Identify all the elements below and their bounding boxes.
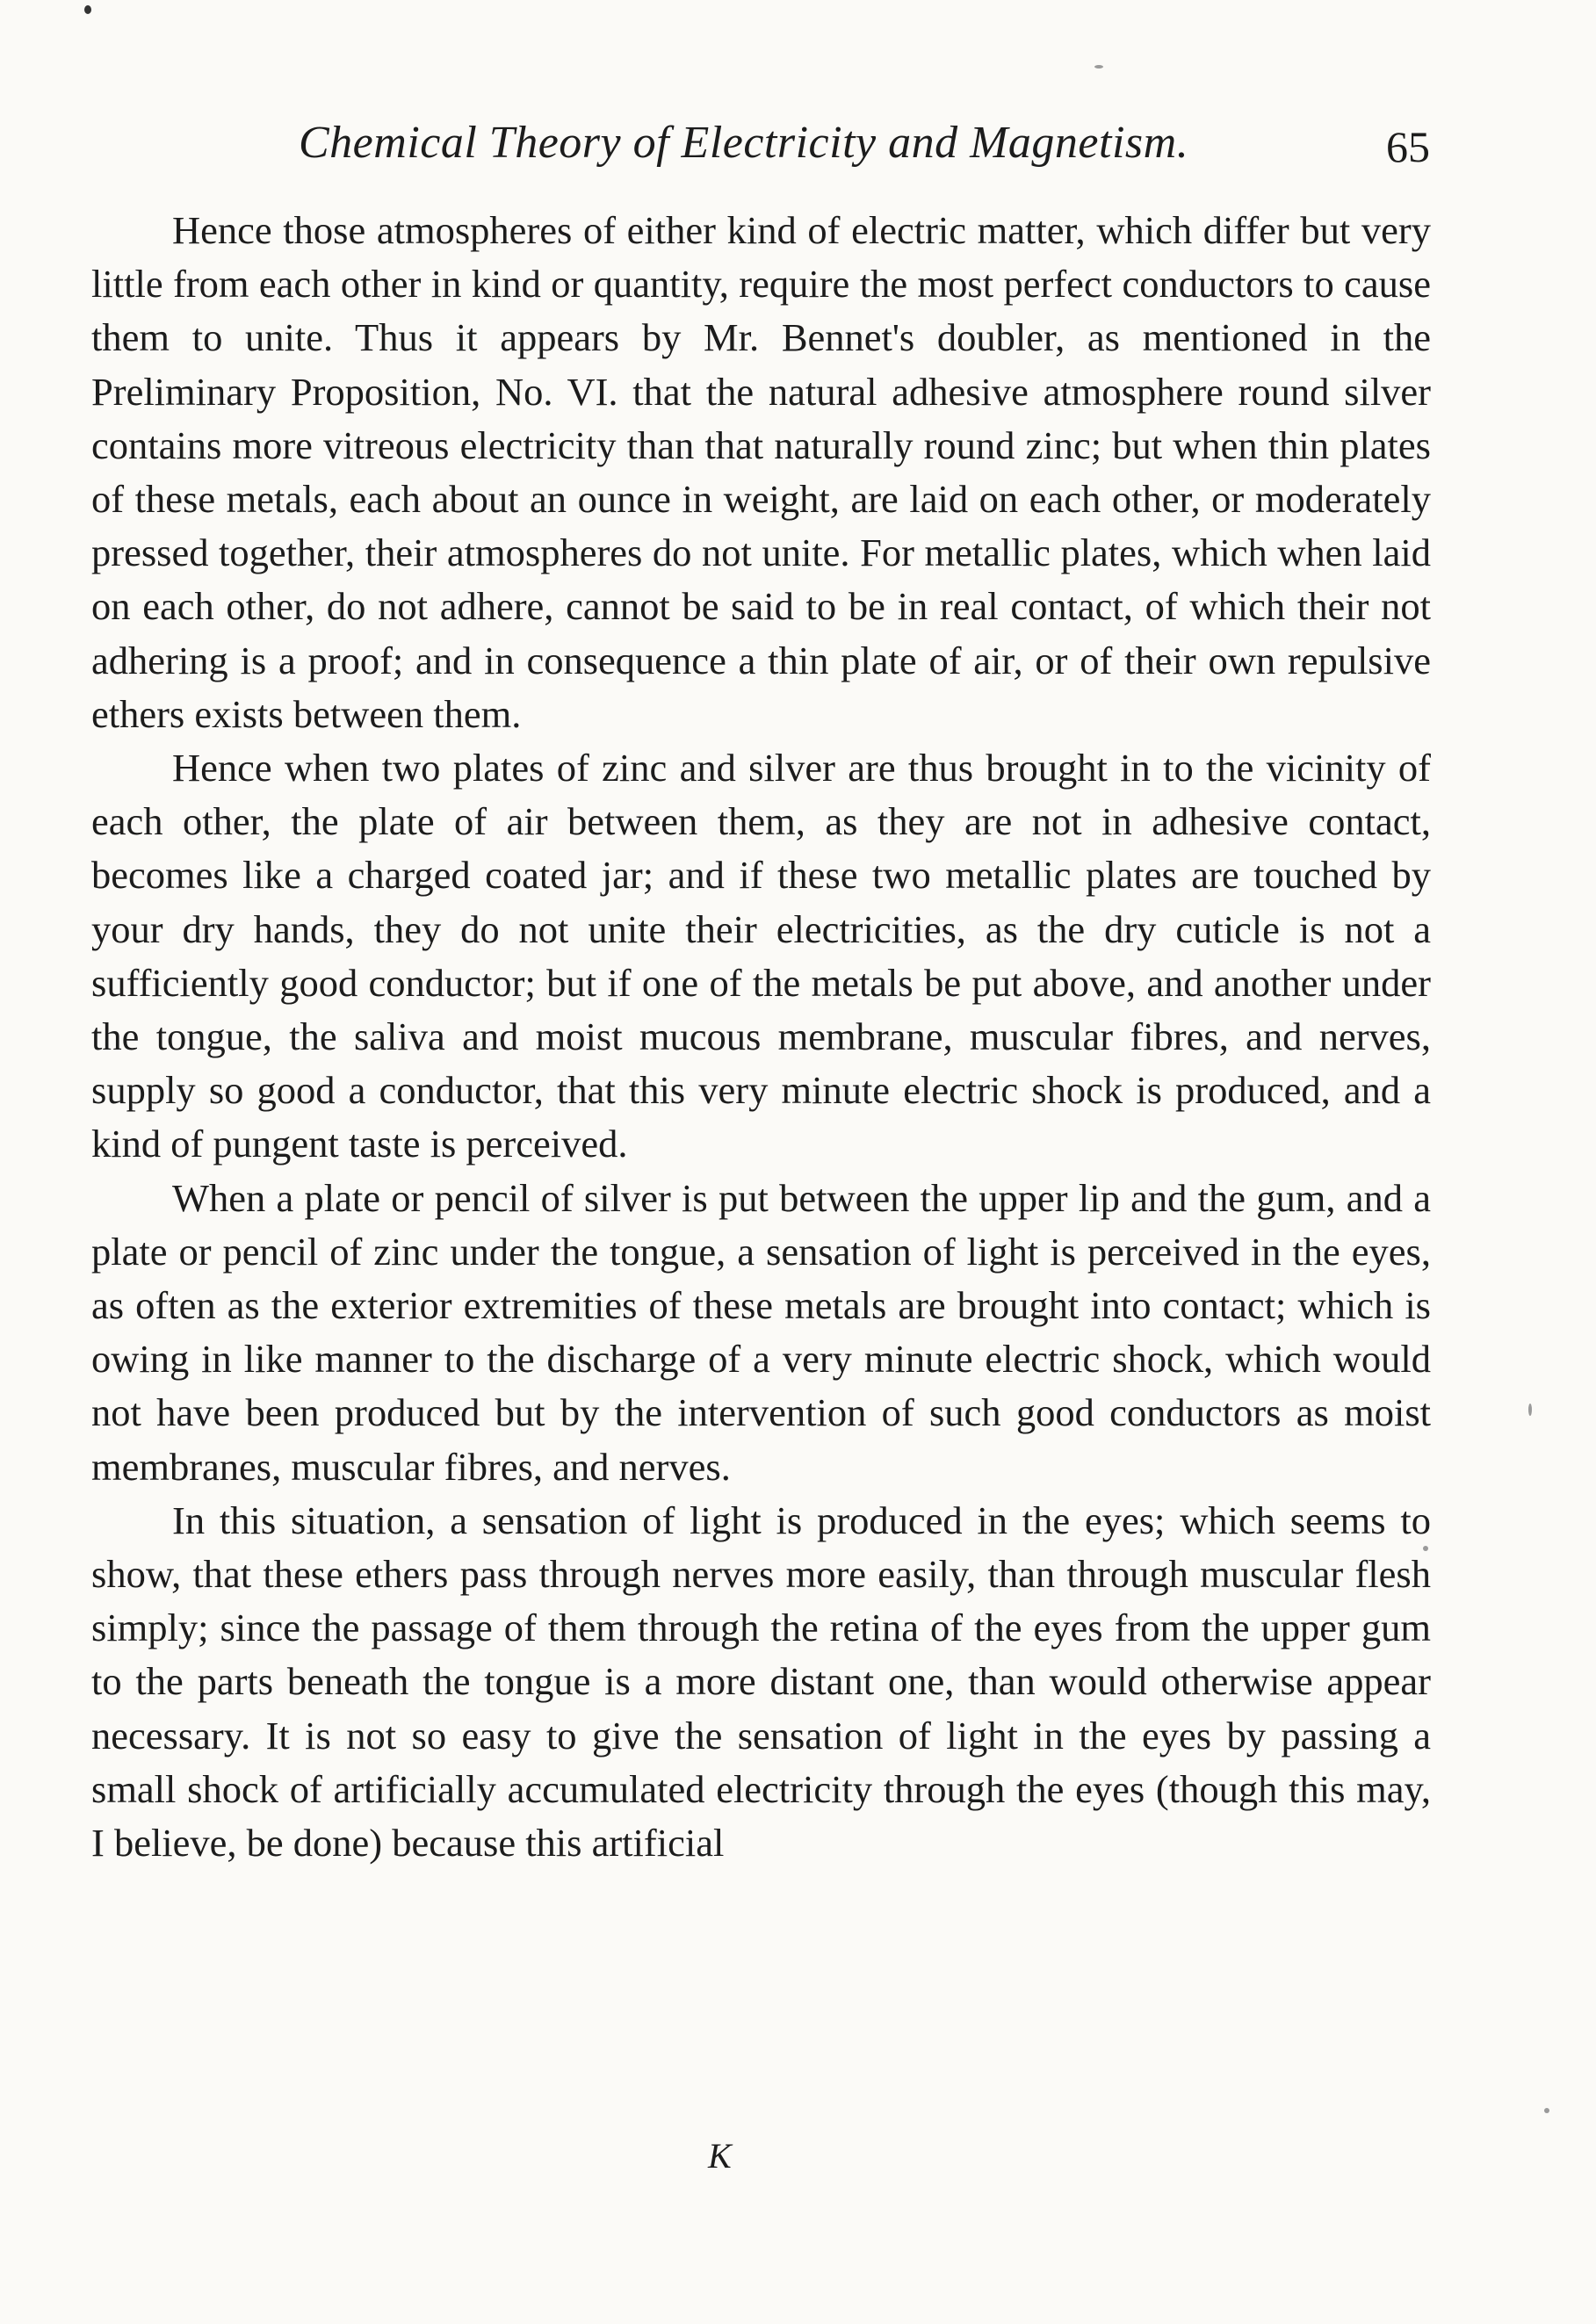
running-head [0,112,1596,174]
scan-speck [1528,1404,1532,1416]
signature-mark: K [708,2136,732,2176]
body-text [91,204,1431,1870]
scan-speck [84,5,91,14]
paragraph-1: Hence those atmospheres of either kind of electric matter, which differ but very little from each other in kind or quantity, require the most perfect conductors to cause them to unite. Thus it appears by Mr. Bennet's doubler, as mentioned in the Preliminary Proposition, No. VI. that the natural adhesive atmosphere round silver contains more vitreous electricity than that naturally round zinc; but when thin plates of these metals, each about an ounce in weight, are laid on each other, or moderately pressed together, their atmospheres do not unite. For metallic plates, which when laid on each other, do not adhere, cannot be said to be in real contact, of which their not adhering is a proof; and in consequence a thin plate of air, or of their own repulsive ethers exists between them. [91,208,1431,736]
paragraph-2: Hence when two plates of zinc and silver are thus brought in to the vicinity of each other, the plate of air between them, as they are not in adhesive contact, becomes like a charged coated jar; and if these two metallic plates are touched by your dry hands, they do not unite their electricities, as the dry cuticle is not a sufficiently good conductor; but if one of the metals be put above, and another under the tongue, the saliva and moist mucous membrane, muscular fibres, and nerves, supply so good a conductor, that this very minute electric shock is produced, and a kind of pungent taste is perceived. [91,746,1431,1166]
scan-speck [1094,65,1103,69]
paragraph-4: In this situation, a sensation of light is produced in the eyes; which seems to show, that these ethers pass through nerves more easily, than through muscular flesh simply; since the passage of them through the retina of the eyes from the upper gum to the parts beneath the tongue is a more distant one, than would otherwise appear necessary. It is not so easy to give the sensation of light in the eyes by passing a small shock of artificially accumulated electricity through the eyes (though this may, I believe, be done) because this artificial [91,1498,1431,1866]
page-number: 65 [1386,122,1430,171]
running-title: Chemical Theory of Electricity and Magnetism. [299,118,1189,168]
scan-speck [1423,1546,1428,1551]
scan-speck [1544,2108,1549,2113]
paragraph-3: When a plate or pencil of silver is put between the upper lip and the gum, and a plate or pencil of zinc under the tongue, a sensation of light is perceived in the eyes, as often as the exterior extremities of these metals are brought into contact; which is owing in like manner to the discharge of a very minute electric shock, which would not have been produced but by the intervention of such good conductors as moist membranes, muscular fibres, and nerves. [91,1175,1431,1489]
